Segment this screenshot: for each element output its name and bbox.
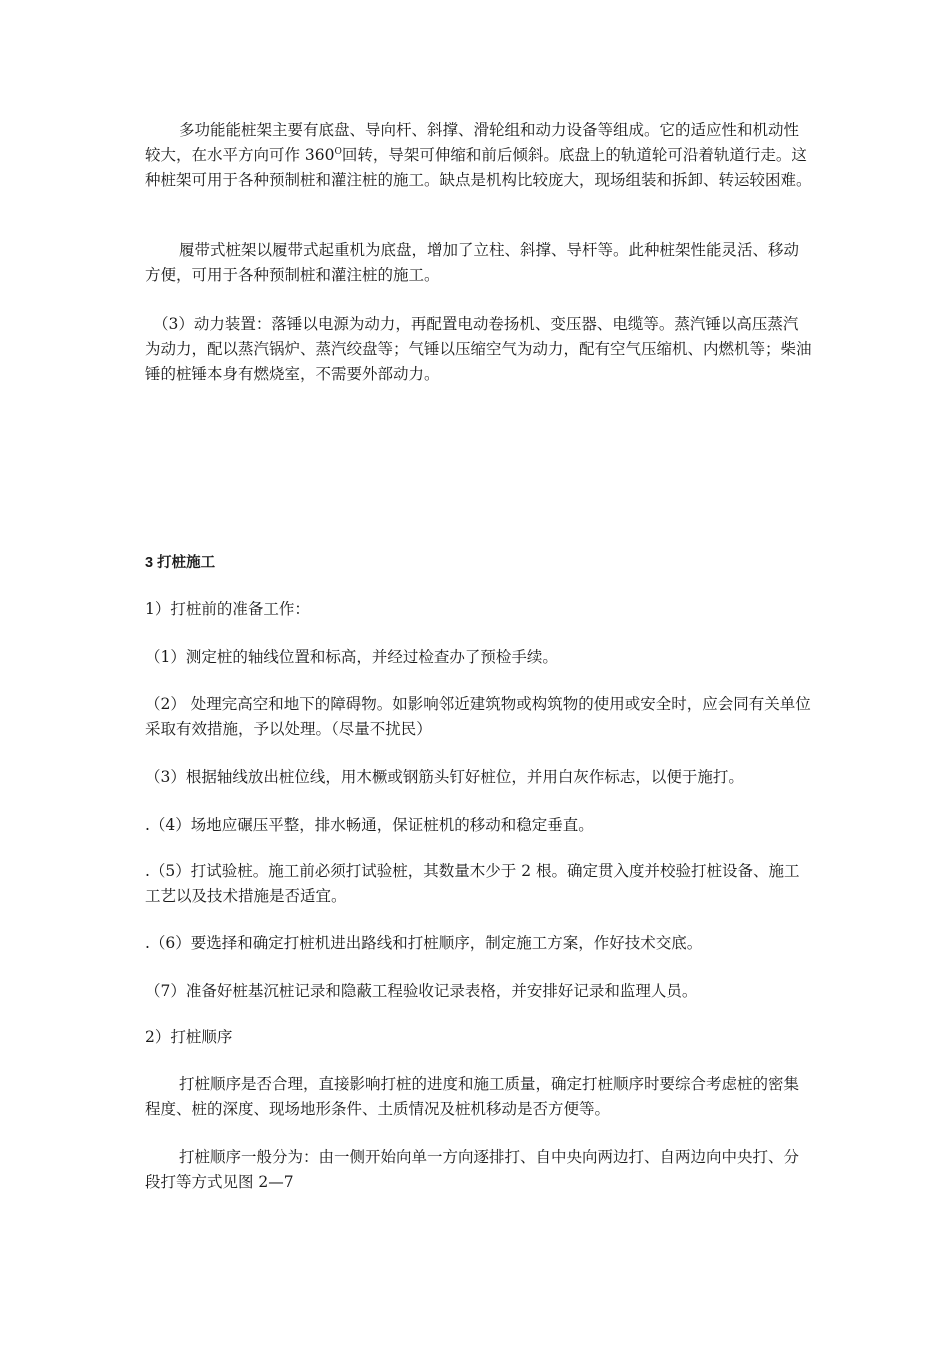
paragraph-order-1: 打桩顺序是否合理，直接影响打桩的进度和施工质量，确定打桩顺序时要综合考虑桩的密集程度、桩的深度、现场地形条件、土质情况及桩机移动是否方便等。: [145, 1075, 800, 1118]
subsection-heading-order: 2）打桩顺序: [145, 1028, 233, 1046]
section-heading: 3 打桩施工: [145, 555, 216, 571]
list-item-5: .（5）打试验桩。施工前必须打试验桩，其数量木少于 2 根。确定贯入度并校验打桩设备、施工工艺以及技术措施是否适宜。: [145, 862, 800, 905]
paragraph-text: 多功能能桩架主要有底盘、导向杆、斜撑、滑轮组和动力设备等组成。它的适应性和机动性较大，在水平方向可作 360: [145, 121, 800, 164]
list-item-2: （2） 处理完高空和地下的障碍物。如影响邻近建筑物或构筑物的使用或安全时，应会同有关单位采取有效措施，予以处理。（尽量不扰民）: [145, 695, 811, 738]
paragraph-power-unit: （3）动力装置：落锤以电源为动力，再配置电动卷扬机、变压器、电缆等。蒸汽锤以高压蒸汽为动力，配以蒸汽锅炉、蒸汽绞盘等；气锤以压缩空气为动力，配有空气压缩机、内燃机等；柴油锤的桩锤本身有燃烧室，不需要外部动力。: [145, 315, 812, 383]
subsection-heading-preparation: 1）打桩前的准备工作：: [145, 600, 310, 618]
degree-superscript: O: [334, 146, 342, 157]
paragraph-order-2: 打桩顺序一般分为：由一侧开始向单一方向逐排打、自中央向两边打、自两边向中央打、分段打等方式见图 2—7: [145, 1148, 800, 1191]
list-item-6: .（6）要选择和确定打桩机进出路线和打桩顺序，制定施工方案，作好技术交底。: [145, 934, 703, 952]
paragraph-multi-function-rig: [145, 118, 813, 193]
list-item-3: （3）根据轴线放出桩位线，用木橛或钢筋头钉好桩位，并用白灰作标志，以便于施打。: [145, 768, 744, 786]
list-item-1: （1）测定桩的轴线位置和标高，并经过检查办了预检手续。: [145, 648, 558, 666]
list-item-4: .（4）场地应碾压平整，排水畅通，保证桩机的移动和稳定垂直。: [145, 816, 594, 834]
paragraph-text: 回转，导架可伸缩和前后倾斜。底盘上的轨道轮可沿着轨道行走。这种桩架可用于各种预制桩和灌注桩的施工。缺点是机构比较庞大，现场组装和拆卸、转运较困难。: [145, 146, 812, 189]
paragraph-crawler-rig: 履带式桩架以履带式起重机为底盘，增加了立柱、斜撑、导杆等。此种桩架性能灵活、移动方便，可用于各种预制桩和灌注桩的施工。: [145, 241, 800, 284]
list-item-7: （7）准备好桩基沉桩记录和隐蔽工程验收记录表格，并安排好记录和监理人员。: [145, 982, 698, 1000]
